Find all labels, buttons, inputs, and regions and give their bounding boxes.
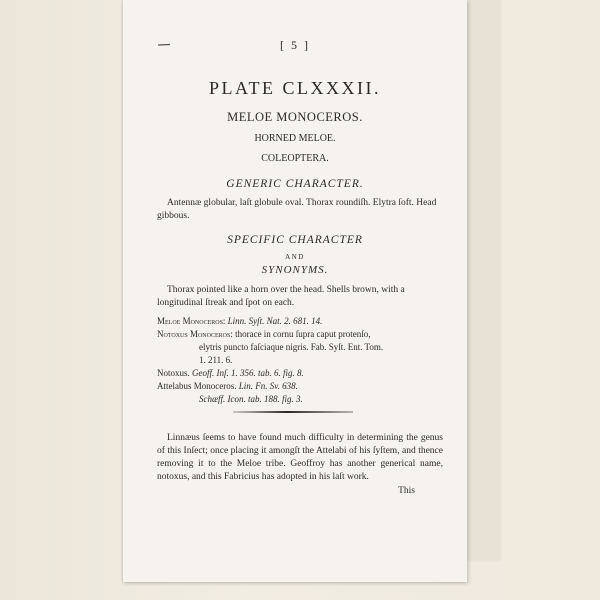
synonym-reference: Geoff. Inſ. 1. 356. tab. 6. fig. 8. — [192, 368, 304, 378]
synonyms-heading: SYNONYMS. — [261, 264, 329, 276]
synonym-reference: elytris puncto faſciaque nigris. Fab. Syſt. Ent. Tom. — [199, 342, 384, 352]
synonym-name: Meloe Monoceros: — [157, 316, 226, 326]
generic-character-heading: GENERIC CHARACTER. — [226, 178, 364, 190]
synonym-line — [157, 316, 322, 326]
specific-character-heading: SPECIFIC CHARACTER — [227, 234, 363, 246]
synonym-line — [157, 329, 371, 339]
specific-character-text: Thorax pointed like a horn over the head. Shells brown, with a longitudinal ſtreak and ſpot on each. — [157, 285, 405, 308]
plate-title: PLATE CLXXXII. — [209, 78, 381, 98]
synonym-reference: Schæff. Icon. tab. 188. fig. 3. — [199, 394, 303, 404]
species-name: MELOE MONOCEROS. — [227, 110, 363, 124]
synonym-line — [157, 381, 298, 391]
synonym-reference: Lin. Fn. Sv. 638. — [238, 381, 298, 391]
synonym-line — [199, 342, 383, 352]
insect-order: COLEOPTERA. — [261, 153, 329, 164]
synonym-line — [157, 368, 304, 378]
synonym-name: Notoxus. — [157, 368, 190, 378]
common-name: HORNED MELOE. — [254, 133, 336, 144]
synonym-reference: 1. 211. 6. — [199, 355, 233, 365]
synonym-reference: thorace in cornu ſupra caput protenſo, — [235, 329, 371, 339]
catchword: This — [398, 486, 415, 496]
page-number: [ 5 ] — [280, 38, 310, 52]
generic-character-text: Antennæ globular, laſt globule oval. Thorax roundiſh. Elytra ſoft. Head gibbous. — [157, 198, 437, 221]
synonym-line — [199, 394, 303, 404]
remarks-paragraph: Linnæus ſeems to have found much difficulty in determining the genus of this Inſect; once placing it amongſt the Attelabi of his ſyſtem, and thence removing it to the Meloe tribe. Geoffroy has another generical name, notoxus, and this Fabricius has adopted in his laſt work. — [157, 433, 443, 482]
section-divider — [233, 411, 353, 413]
book-page — [123, 0, 467, 582]
synonym-name: Notoxus Monoceros: — [157, 329, 233, 339]
specific-and-connector: AND — [285, 253, 305, 261]
synonym-line — [199, 355, 232, 365]
synonym-reference: Linn. Syſt. Nat. 2. 681. 14. — [227, 316, 323, 326]
synonym-name: Attelabus Monoceros. — [157, 381, 237, 391]
